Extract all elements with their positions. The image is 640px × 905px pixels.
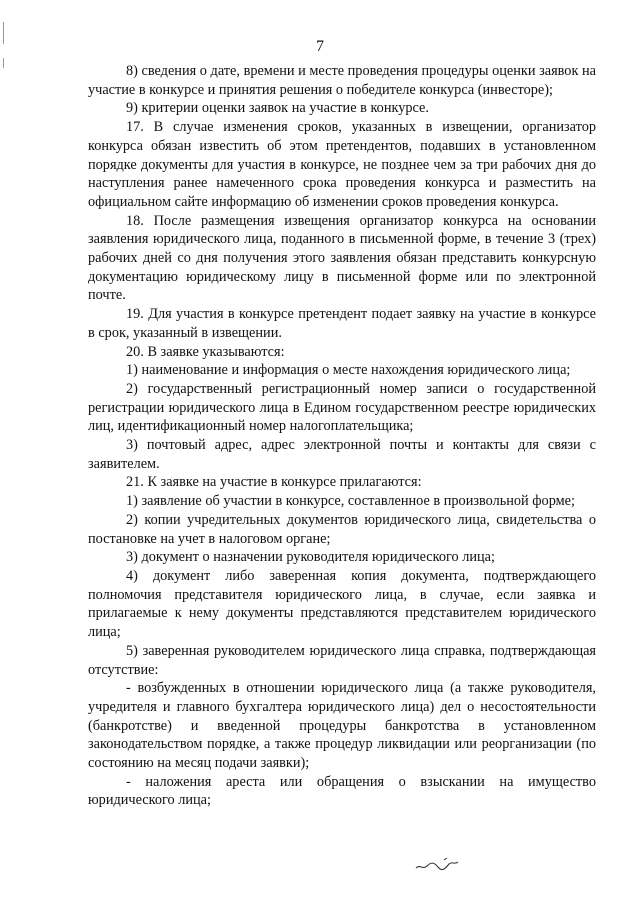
paragraph-dash-item-bankruptcy: - возбужденных в отношении юридического лица (а также руководителя, учредителя и главного бухгалтера юридического лица) дел о несостоятельности (банкротстве) и введенной процедуры банкротства в установленном законодательством порядке, а также процедур ликвидации или реорганизации (по состоянию на месяц подачи заявки); [88, 680, 596, 772]
paragraph-clause-19: 19. Для участия в конкурсе претендент подает заявку на участие в конкурсе в срок, указанный в извещении. [88, 306, 596, 341]
paragraph-clause-21: 21. К заявке на участие в конкурсе прилагаются: [126, 474, 422, 491]
paragraph-clause-21-item-2: 2) копии учредительных документов юридического лица, свидетельства о постановке на учет в налоговом органе; [88, 511, 596, 547]
paragraph-clause-18: 18. После размещения извещения организатор конкурса на основании заявления юридического лица, поданного в письменной форме, в течение 3 (трех) рабочих дней со дня получения этого заявления обязан представить конкурсную документацию юридическому лицу в письменной форме или по электронной почте. [88, 212, 596, 304]
paragraph-item-9: 9) критерии оценки заявок на участие в конкурсе. [126, 100, 429, 117]
paragraph-clause-20: 20. В заявке указываются: [126, 343, 285, 360]
page-number: 7 [316, 38, 324, 55]
paragraph-clause-17: 17. В случае изменения сроков, указанных в извещении, организатор конкурса обязан известить об этом претендентов, подавших в установленном порядке документы для участия в конкурсе, не позднее чем за три рабочих дня до наступления ранее намеченного срока проведения конкурса и разместить на официальном сайте информацию об изменении сроков проведения конкурса. [88, 119, 596, 210]
paragraph-clause-20-item-1: 1) наименование и информация о месте нахождения юридического лица; [126, 362, 571, 379]
paragraph-clause-20-item-3: 3) почтовый адрес, адрес электронной почты и контакты для связи с заявителем. [88, 437, 596, 472]
paragraph-clause-21-item-1: 1) заявление об участии в конкурсе, составленное в произвольной форме; [126, 493, 575, 510]
paragraph-clause-20-item-2: 2) государственный регистрационный номер записи о государственной регистрации юридического лица в Едином государственном реестре юридических лиц, идентификационный номер налогоплательщика; [88, 380, 596, 435]
paragraph-clause-21-item-3: 3) документ о назначении руководителя юридического лица; [126, 549, 495, 566]
document-body [88, 62, 596, 810]
paragraph-item-8: 8) сведения о дате, времени и месте проведения процедуры оценки заявок на участие в конкурсе и принятия решения о победителе конкурса (инвесторе); [88, 63, 596, 98]
paragraph-dash-item-arrest: - наложения ареста или обращения о взыскании на имущество юридического лица; [88, 773, 596, 809]
handwritten-signature [414, 856, 460, 874]
paragraph-clause-21-item-5: 5) заверенная руководителем юридического лица справка, подтверждающая отсутствие: [88, 642, 596, 678]
scan-edge-mark [3, 58, 4, 68]
paragraph-clause-21-item-4: 4) документ либо заверенная копия документа, подтверждающего полномочия представителя юридического лица, в случае, если заявка и прилагаемые к нему документы представляются представителем юридического лица; [88, 567, 596, 641]
